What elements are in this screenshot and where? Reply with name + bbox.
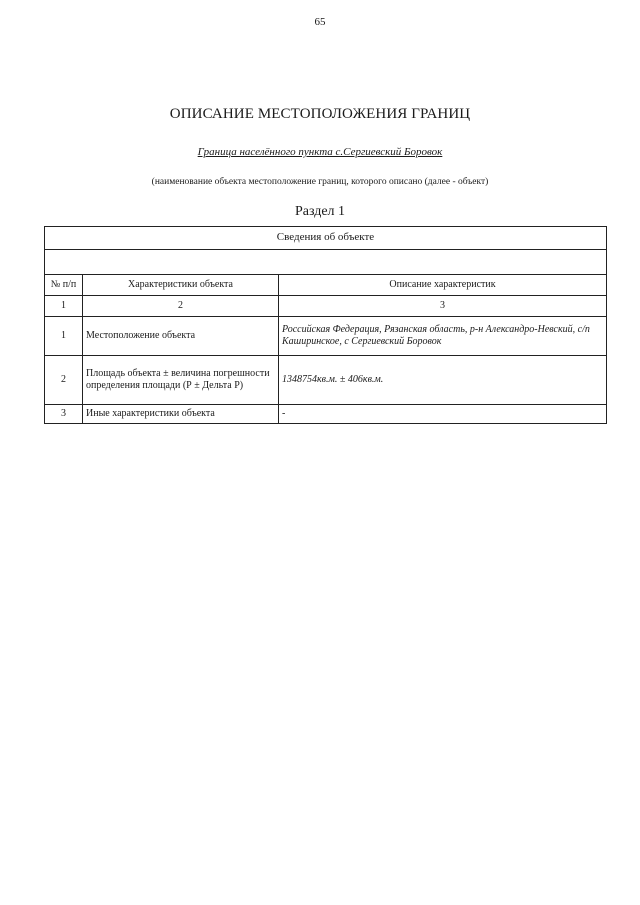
row-description: - xyxy=(279,405,607,424)
object-name-caption: (наименование объекта местоположение границ, которого описано (далее - объект) xyxy=(151,177,489,187)
table-row xyxy=(45,405,607,424)
row-description: Российская Федерация, Рязанская область, р-н Александро-Невский, с/п Каширинское, с Сергиевский Боровок xyxy=(279,317,607,356)
row-characteristic: Местоположение объекта xyxy=(83,317,279,356)
row-number: 1 xyxy=(45,317,83,356)
column-number-row xyxy=(45,296,607,317)
row-characteristic: Иные характеристики объекта xyxy=(83,405,279,424)
table-row xyxy=(45,356,607,405)
column-number: 3 xyxy=(279,296,607,317)
column-header-row xyxy=(45,275,607,296)
page-number: 65 xyxy=(314,16,326,28)
table-header: Сведения об объекте xyxy=(45,227,607,250)
column-number: 2 xyxy=(83,296,279,317)
blank-row xyxy=(45,250,607,275)
document-title: ОПИСАНИЕ МЕСТОПОЛОЖЕНИЯ ГРАНИЦ xyxy=(169,106,471,122)
row-characteristic: Площадь объекта ± величина погрешности определения площади (Р ± Дельта Р) xyxy=(83,356,279,405)
row-number: 2 xyxy=(45,356,83,405)
column-header: № п/п xyxy=(45,275,83,296)
blank-cell xyxy=(45,250,607,275)
object-name: Граница населённого пункта с.Сергиевский Боровок xyxy=(197,146,443,158)
column-header: Характеристики объекта xyxy=(83,275,279,296)
section-title: Раздел 1 xyxy=(294,204,346,219)
column-header: Описание характеристик xyxy=(279,275,607,296)
table-header-row xyxy=(45,227,607,250)
row-description: 1348754кв.м. ± 406кв.м. xyxy=(279,356,607,405)
row-number: 3 xyxy=(45,405,83,424)
table-row xyxy=(45,317,607,356)
column-number: 1 xyxy=(45,296,83,317)
object-info-table xyxy=(44,226,607,424)
